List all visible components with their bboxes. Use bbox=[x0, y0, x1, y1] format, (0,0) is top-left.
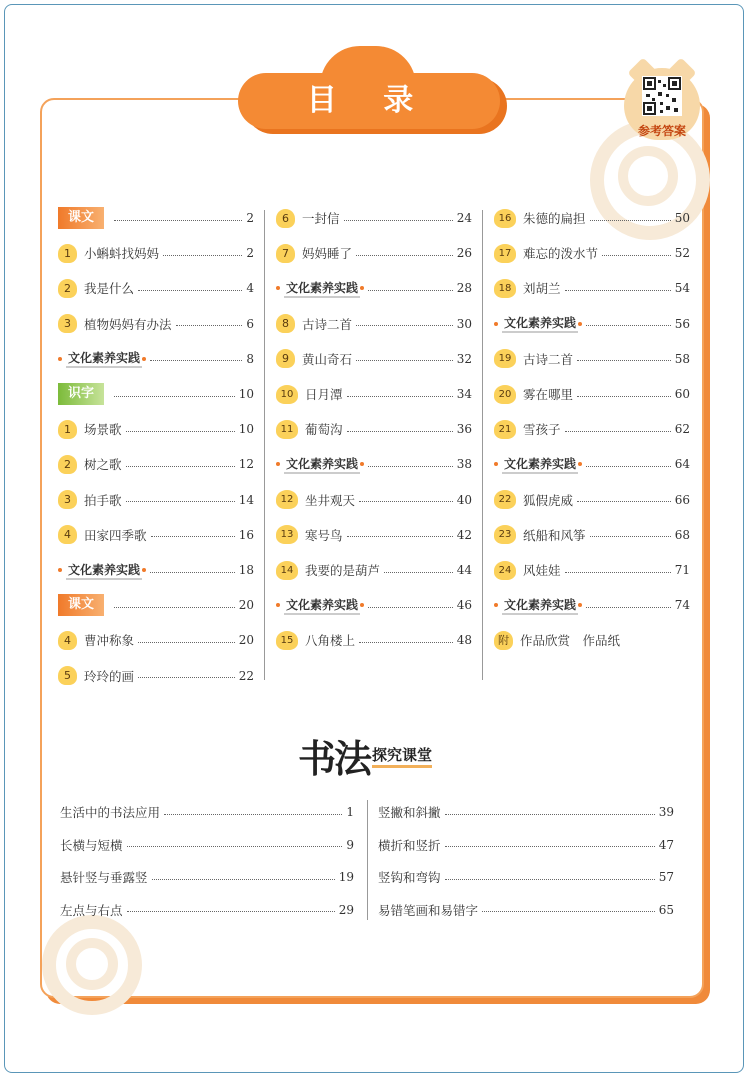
toc-row[interactable] bbox=[494, 628, 690, 652]
leader-dots bbox=[150, 360, 242, 361]
leader-dots bbox=[368, 607, 453, 608]
toc-row[interactable] bbox=[276, 206, 472, 230]
toc-row[interactable] bbox=[276, 312, 472, 336]
page-number: 4 bbox=[246, 281, 254, 296]
leader-dots bbox=[164, 814, 342, 815]
lesson-number-badge: 17 bbox=[494, 244, 516, 263]
leader-dots bbox=[602, 255, 671, 256]
lesson-number-badge: 16 bbox=[494, 209, 516, 228]
lesson-number-badge: 19 bbox=[494, 349, 516, 368]
culture-practice-label: 文化素养实践 bbox=[66, 349, 142, 368]
calligraphy-row[interactable] bbox=[378, 900, 674, 920]
calligraphy-topic: 生活中的书法应用 bbox=[60, 805, 161, 820]
lesson-number-badge: 3 bbox=[58, 490, 77, 509]
leader-dots bbox=[368, 466, 453, 467]
toc-row[interactable] bbox=[276, 488, 472, 512]
toc-row[interactable] bbox=[276, 347, 472, 371]
decorative-swirl-top-inner bbox=[618, 146, 678, 206]
lesson-number-badge: 1 bbox=[58, 420, 77, 439]
page-number: 1 bbox=[346, 805, 354, 819]
lesson-number-badge: 13 bbox=[276, 525, 298, 544]
toc-row[interactable] bbox=[276, 241, 472, 265]
lesson-title: 纸船和风筝 bbox=[523, 527, 586, 543]
lesson-number-badge: 附 bbox=[494, 631, 513, 650]
toc-row[interactable] bbox=[276, 382, 472, 406]
page-number: 64 bbox=[674, 457, 690, 472]
leader-dots bbox=[445, 814, 655, 815]
leader-dots bbox=[445, 879, 655, 880]
answer-qr-badge[interactable] bbox=[622, 60, 702, 146]
lesson-title: 葡萄沟 bbox=[305, 422, 343, 438]
leader-dots bbox=[344, 220, 453, 221]
calligraphy-title: 书法 bbox=[298, 736, 371, 781]
lesson-number-badge: 11 bbox=[276, 420, 298, 439]
culture-practice-label: 文化素养实践 bbox=[502, 596, 578, 615]
leader-dots bbox=[586, 325, 671, 326]
page-number: 2 bbox=[246, 246, 254, 261]
toc-row[interactable] bbox=[494, 488, 690, 512]
leader-dots bbox=[127, 846, 343, 847]
lesson-number-badge: 15 bbox=[276, 631, 298, 650]
toc-card bbox=[40, 98, 704, 998]
page-number: 66 bbox=[674, 492, 690, 507]
toc-row[interactable] bbox=[494, 312, 690, 336]
page-number: 50 bbox=[674, 211, 690, 225]
leader-dots bbox=[347, 431, 453, 432]
bullet-dot bbox=[494, 462, 498, 466]
page-number: 74 bbox=[674, 598, 690, 613]
toc-row[interactable] bbox=[276, 452, 472, 476]
lesson-number-badge: 7 bbox=[276, 244, 295, 263]
lesson-number-badge: 1 bbox=[58, 244, 77, 263]
leader-dots bbox=[152, 879, 335, 880]
toc-row[interactable] bbox=[58, 664, 254, 688]
toc-row[interactable] bbox=[58, 312, 254, 336]
lesson-title: 一封信 bbox=[302, 211, 340, 226]
page-title: 目 录 bbox=[306, 83, 432, 118]
leader-dots bbox=[126, 466, 235, 467]
page-number: 60 bbox=[674, 387, 690, 401]
page-number: 30 bbox=[456, 316, 472, 331]
leader-dots bbox=[138, 677, 235, 678]
page-number: 14 bbox=[238, 492, 254, 507]
page-number: 18 bbox=[238, 563, 254, 577]
toc-row[interactable] bbox=[276, 523, 472, 547]
page-number: 36 bbox=[456, 422, 472, 437]
leader-dots bbox=[586, 466, 671, 467]
leader-dots bbox=[577, 360, 671, 361]
calligraphy-topic: 易错笔画和易错字 bbox=[378, 902, 479, 918]
lesson-title: 黄山奇石 bbox=[302, 351, 353, 367]
bullet-dot bbox=[142, 357, 146, 361]
bullet-dot bbox=[360, 603, 364, 607]
page-number: 9 bbox=[346, 837, 354, 852]
page-number: 44 bbox=[456, 563, 472, 577]
lesson-number-badge: 2 bbox=[58, 279, 77, 298]
page-number: 47 bbox=[658, 837, 674, 852]
bullet-dot bbox=[360, 462, 364, 466]
page-number: 20 bbox=[238, 633, 254, 648]
lesson-number-badge: 21 bbox=[494, 420, 516, 439]
lesson-title: 田家四季歌 bbox=[84, 527, 147, 543]
bullet-dot bbox=[58, 568, 62, 572]
toc-row[interactable] bbox=[58, 206, 254, 230]
leader-dots bbox=[356, 360, 453, 361]
section-tag: 识字 bbox=[58, 383, 104, 405]
culture-practice-label: 文化素养实践 bbox=[502, 314, 578, 333]
toc-row[interactable] bbox=[494, 241, 690, 265]
calligraphy-row[interactable] bbox=[378, 867, 674, 887]
lesson-title: 妈妈睡了 bbox=[302, 246, 353, 262]
leader-dots bbox=[565, 572, 671, 573]
section-tag: 课文 bbox=[58, 207, 104, 229]
culture-practice-label: 文化素养实践 bbox=[284, 279, 360, 298]
toc-row[interactable] bbox=[494, 206, 690, 230]
lesson-number-badge: 4 bbox=[58, 631, 77, 650]
culture-practice-label: 文化素养实践 bbox=[284, 596, 360, 615]
answer-label: 参考答案 bbox=[637, 124, 686, 138]
page-number: 65 bbox=[658, 902, 674, 917]
calligraphy-row[interactable] bbox=[60, 900, 354, 920]
calligraphy-row[interactable] bbox=[60, 835, 354, 855]
toc-row[interactable] bbox=[58, 558, 254, 582]
page-number: 34 bbox=[456, 387, 472, 401]
leader-dots bbox=[586, 607, 671, 608]
lesson-title: 树之歌 bbox=[84, 457, 122, 473]
bullet-dot bbox=[142, 568, 146, 572]
calligraphy-row[interactable] bbox=[60, 802, 354, 822]
leader-dots bbox=[384, 572, 453, 573]
qr-code-icon[interactable] bbox=[642, 76, 682, 116]
lesson-title: 我要的是葫芦 bbox=[305, 563, 381, 578]
leader-dots bbox=[356, 325, 453, 326]
lesson-title: 雪孩子 bbox=[523, 422, 561, 438]
lesson-title: 小蝌蚪找妈妈 bbox=[84, 246, 160, 262]
toc-row[interactable] bbox=[58, 347, 254, 371]
calligraphy-topic: 左点与右点 bbox=[60, 902, 123, 918]
leader-dots bbox=[150, 572, 235, 573]
toc-row[interactable] bbox=[276, 628, 472, 652]
leader-dots bbox=[368, 290, 453, 291]
toc-row[interactable] bbox=[276, 417, 472, 441]
lesson-number-badge: 5 bbox=[58, 666, 77, 685]
lesson-number-badge: 10 bbox=[276, 385, 298, 404]
page-number: 32 bbox=[456, 351, 472, 366]
page-number: 71 bbox=[674, 563, 690, 577]
page-number: 52 bbox=[674, 246, 690, 261]
toc-row[interactable] bbox=[58, 276, 254, 300]
section-tag: 课文 bbox=[58, 594, 104, 616]
page-number: 57 bbox=[658, 870, 674, 884]
page-number: 10 bbox=[238, 387, 254, 401]
toc-row[interactable] bbox=[58, 382, 254, 406]
calligraphy-row[interactable] bbox=[378, 835, 674, 855]
leader-dots bbox=[347, 396, 453, 397]
leader-dots bbox=[359, 501, 453, 502]
toc-row[interactable] bbox=[276, 593, 472, 617]
lesson-number-badge: 6 bbox=[276, 209, 295, 228]
column-divider-1 bbox=[264, 210, 265, 680]
toc-row[interactable] bbox=[58, 628, 254, 652]
toc-row[interactable] bbox=[494, 347, 690, 371]
toc-row[interactable] bbox=[58, 523, 254, 547]
page-number: 39 bbox=[658, 805, 674, 819]
calligraphy-topic: 横折和竖折 bbox=[378, 837, 441, 853]
calligraphy-topic: 竖撇和斜撇 bbox=[378, 805, 441, 820]
page-number: 16 bbox=[238, 527, 254, 542]
lesson-number-badge: 2 bbox=[58, 455, 77, 474]
leader-dots bbox=[565, 290, 671, 291]
page-number: 26 bbox=[456, 246, 472, 261]
lesson-title: 古诗二首 bbox=[302, 316, 353, 332]
calligraphy-topic: 悬针竖与垂露竖 bbox=[60, 870, 148, 885]
leader-dots bbox=[577, 501, 671, 502]
lesson-title: 寒号鸟 bbox=[305, 527, 343, 543]
calligraphy-row[interactable] bbox=[60, 867, 354, 887]
page-number: 54 bbox=[674, 281, 690, 296]
calligraphy-row[interactable] bbox=[378, 802, 674, 822]
leader-dots bbox=[126, 431, 235, 432]
bullet-dot bbox=[494, 603, 498, 607]
bullet-dot bbox=[578, 462, 582, 466]
page-number: 29 bbox=[338, 902, 354, 917]
toc-row[interactable] bbox=[58, 452, 254, 476]
bullet-dot bbox=[276, 462, 280, 466]
leader-dots bbox=[163, 255, 242, 256]
toc-row[interactable] bbox=[58, 593, 254, 617]
toc-row[interactable] bbox=[276, 276, 472, 300]
toc-row[interactable] bbox=[494, 523, 690, 547]
toc-row[interactable] bbox=[494, 276, 690, 300]
calligraphy-topic: 长横与短横 bbox=[60, 837, 123, 853]
leader-dots bbox=[127, 911, 335, 912]
page-number: 2 bbox=[246, 211, 254, 225]
page-number: 58 bbox=[674, 351, 690, 366]
lesson-title: 朱德的扁担 bbox=[523, 211, 586, 226]
lesson-number-badge: 9 bbox=[276, 349, 295, 368]
leader-dots bbox=[347, 536, 453, 537]
bullet-dot bbox=[578, 322, 582, 326]
leader-dots bbox=[114, 396, 235, 397]
lesson-number-badge: 4 bbox=[58, 525, 77, 544]
lesson-title: 日月潭 bbox=[305, 387, 343, 402]
lesson-title: 作品欣赏 作品纸 bbox=[520, 633, 621, 649]
page-number: 8 bbox=[246, 351, 254, 366]
toc-row[interactable] bbox=[494, 593, 690, 617]
page-number: 46 bbox=[456, 598, 472, 613]
page-number: 62 bbox=[674, 422, 690, 437]
lesson-title: 刘胡兰 bbox=[523, 281, 561, 297]
leader-dots bbox=[482, 911, 655, 912]
page-number: 12 bbox=[238, 457, 254, 472]
page-number: 19 bbox=[338, 870, 354, 884]
lesson-number-badge: 8 bbox=[276, 314, 295, 333]
lesson-title: 我是什么 bbox=[84, 281, 135, 297]
lesson-title: 雾在哪里 bbox=[523, 387, 574, 402]
page-number: 68 bbox=[674, 527, 690, 542]
page-number: 24 bbox=[456, 211, 472, 225]
page-number: 42 bbox=[456, 527, 472, 542]
lesson-title: 曹冲称象 bbox=[84, 633, 135, 649]
column-divider-2 bbox=[482, 210, 483, 680]
lesson-title: 植物妈妈有办法 bbox=[84, 316, 172, 332]
leader-dots bbox=[151, 536, 235, 537]
leader-dots bbox=[114, 220, 242, 221]
lesson-number-badge: 24 bbox=[494, 561, 516, 580]
bullet-dot bbox=[360, 286, 364, 290]
lesson-title: 场景歌 bbox=[84, 422, 122, 438]
leader-dots bbox=[138, 290, 242, 291]
bullet-dot bbox=[276, 286, 280, 290]
toc-row[interactable] bbox=[494, 382, 690, 406]
leader-dots bbox=[565, 431, 671, 432]
toc-row[interactable] bbox=[276, 558, 472, 582]
calligraphy-subtitle: 探究课堂 bbox=[372, 744, 432, 768]
lesson-number-badge: 14 bbox=[276, 561, 298, 580]
bullet-dot bbox=[58, 357, 62, 361]
culture-practice-label: 文化素养实践 bbox=[502, 455, 578, 474]
leader-dots bbox=[590, 220, 671, 221]
bullet-dot bbox=[494, 322, 498, 326]
toc-row[interactable] bbox=[58, 488, 254, 512]
leader-dots bbox=[114, 607, 235, 608]
calligraphy-divider bbox=[367, 800, 368, 920]
decorative-swirl-bottom-inner bbox=[66, 938, 118, 990]
leader-dots bbox=[577, 396, 671, 397]
bullet-dot bbox=[276, 603, 280, 607]
leader-dots bbox=[445, 846, 655, 847]
toc-row[interactable] bbox=[494, 452, 690, 476]
page-number: 56 bbox=[674, 316, 690, 331]
leader-dots bbox=[359, 642, 453, 643]
toc-row[interactable] bbox=[494, 558, 690, 582]
culture-practice-label: 文化素养实践 bbox=[66, 561, 142, 580]
leader-dots bbox=[126, 501, 235, 502]
page-number: 6 bbox=[246, 316, 254, 331]
lesson-number-badge: 22 bbox=[494, 490, 516, 509]
page-number: 48 bbox=[456, 633, 472, 648]
page-number: 38 bbox=[456, 457, 472, 472]
lesson-title: 狐假虎威 bbox=[523, 492, 574, 508]
lesson-title: 八角楼上 bbox=[305, 633, 356, 649]
lesson-title: 古诗二首 bbox=[523, 351, 574, 367]
calligraphy-topic: 竖钩和弯钩 bbox=[378, 870, 441, 885]
bullet-dot bbox=[578, 603, 582, 607]
page-number: 22 bbox=[238, 668, 254, 683]
toc-row[interactable] bbox=[494, 417, 690, 441]
leader-dots bbox=[356, 255, 453, 256]
lesson-title: 玲玲的画 bbox=[84, 668, 135, 684]
lesson-number-badge: 3 bbox=[58, 314, 77, 333]
page-number: 28 bbox=[456, 281, 472, 296]
page-number: 20 bbox=[238, 598, 254, 613]
lesson-title: 风娃娃 bbox=[523, 563, 561, 578]
toc-row[interactable] bbox=[58, 241, 254, 265]
leader-dots bbox=[590, 536, 671, 537]
lesson-title: 拍手歌 bbox=[84, 492, 122, 508]
lesson-title: 坐井观天 bbox=[305, 492, 356, 508]
leader-dots bbox=[176, 325, 243, 326]
lesson-number-badge: 18 bbox=[494, 279, 516, 298]
culture-practice-label: 文化素养实践 bbox=[284, 455, 360, 474]
leader-dots bbox=[138, 642, 235, 643]
lesson-number-badge: 20 bbox=[494, 385, 516, 404]
page-number: 40 bbox=[456, 492, 472, 507]
lesson-title: 难忘的泼水节 bbox=[523, 246, 599, 262]
lesson-number-badge: 23 bbox=[494, 525, 516, 544]
lesson-number-badge: 12 bbox=[276, 490, 298, 509]
toc-row[interactable] bbox=[58, 417, 254, 441]
page-number: 10 bbox=[238, 422, 254, 437]
